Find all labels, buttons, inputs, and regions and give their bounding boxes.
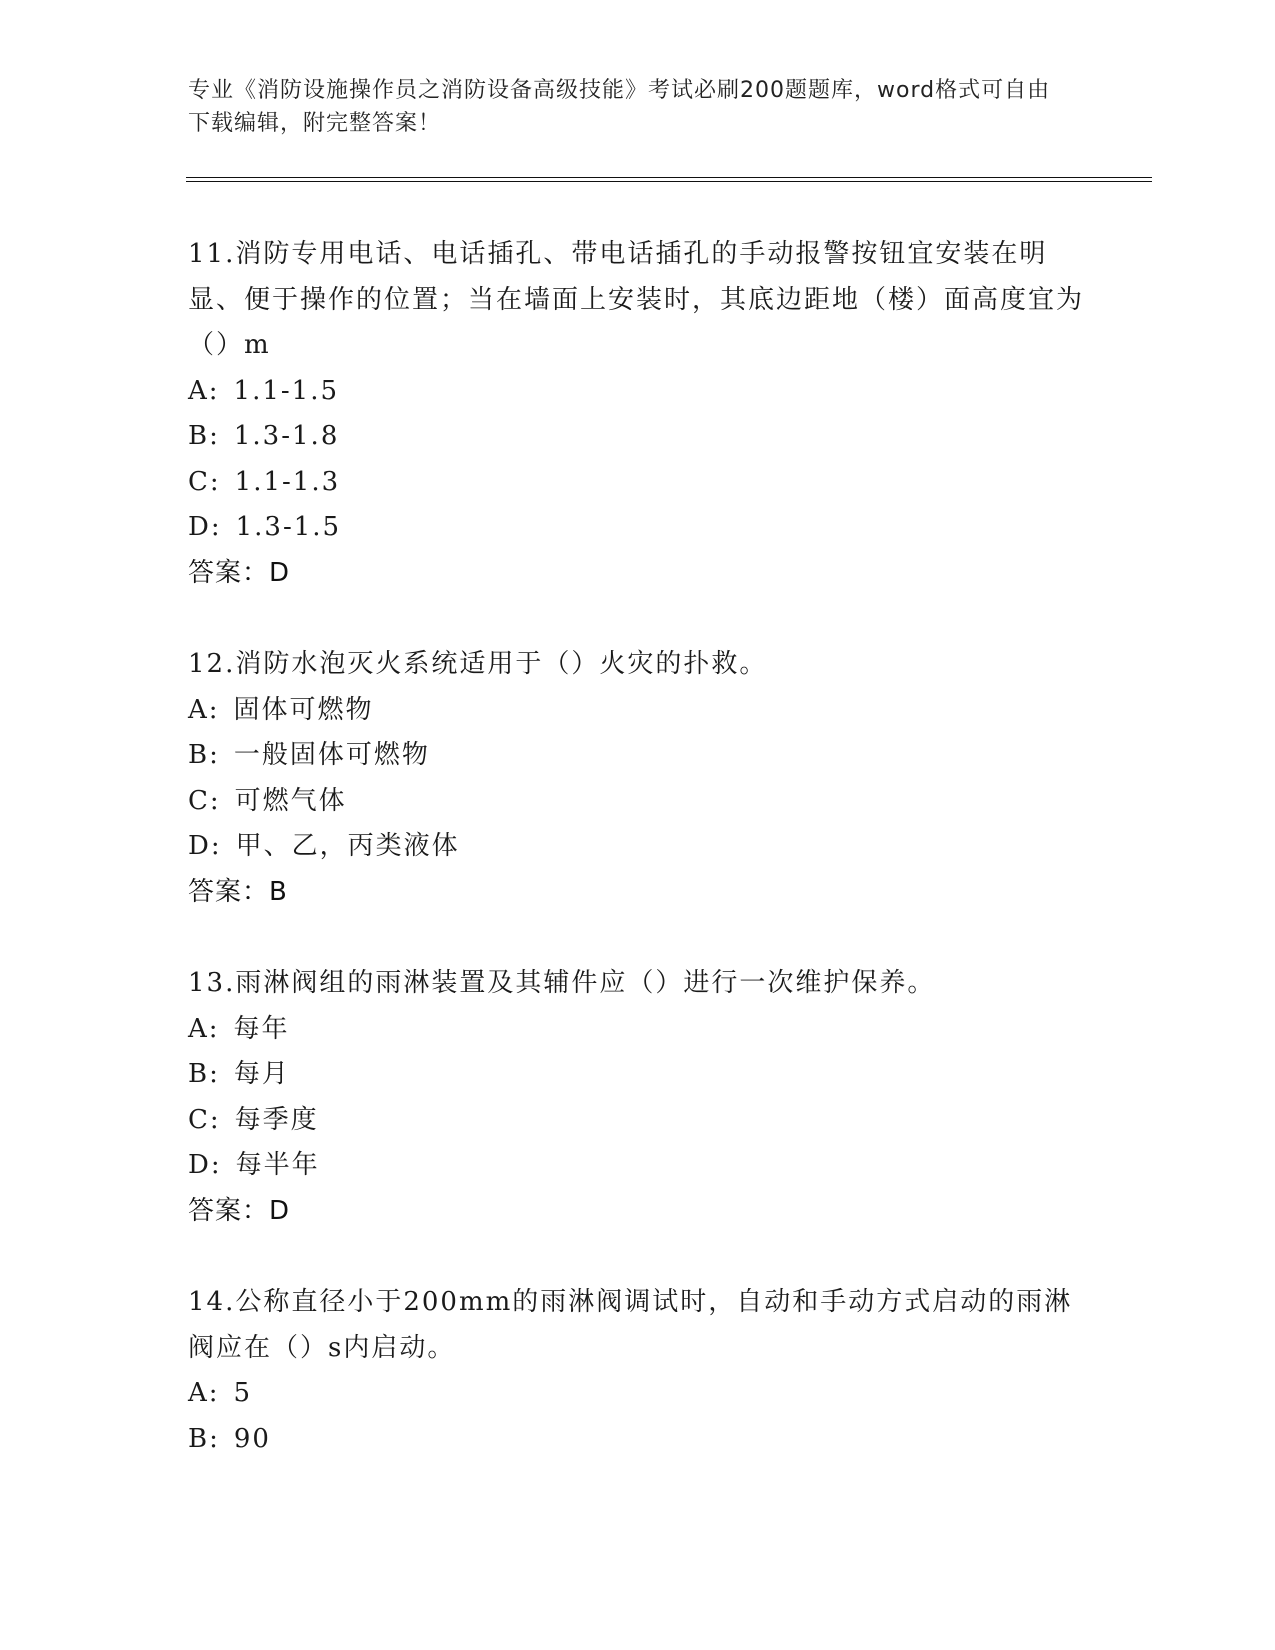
- answer-line: 答案：D: [188, 557, 291, 588]
- option-a: [188, 1007, 1088, 1053]
- option-value: 1.1-1.3: [234, 466, 341, 497]
- option-b: [188, 1417, 1088, 1463]
- option-value: 1.3-1.5: [235, 512, 342, 542]
- option-value: 每月: [233, 1059, 290, 1089]
- option-b: [188, 414, 1088, 460]
- option-a: [188, 1371, 1088, 1417]
- option-key: D:: [188, 1150, 222, 1180]
- option-c: [188, 779, 1088, 825]
- option-key: C:: [188, 785, 221, 816]
- option-key: A:: [188, 1378, 220, 1408]
- option-value: 一般固体可燃物: [233, 740, 430, 770]
- option-key: B:: [188, 1423, 220, 1454]
- option-value: 甲、乙，丙类液体: [235, 831, 460, 861]
- option-d: [188, 1143, 1088, 1189]
- option-b: [188, 733, 1088, 779]
- answer-line: 答案：D: [188, 1195, 291, 1226]
- option-value: 固体可燃物: [233, 694, 374, 725]
- option-value: 每季度: [234, 1104, 319, 1135]
- option-key: B:: [188, 1059, 220, 1089]
- option-value: 1.1-1.5: [233, 375, 340, 406]
- option-key: C:: [188, 466, 221, 497]
- question-text: 12.消防水泡灭火系统适用于（）火灾的扑救。: [188, 649, 768, 679]
- question-text: 11.消防专用电话、电话插孔、带电话插孔的手动报警按钮宜安装在明显、便于操作的位置；当在墙面上安装时，其底边距地（楼）面高度宜为（）m: [188, 239, 1085, 360]
- option-d: [188, 505, 1088, 551]
- option-key: B:: [188, 740, 220, 770]
- question-13: [188, 961, 1088, 1234]
- option-a: [188, 688, 1088, 734]
- option-c: [188, 460, 1088, 506]
- option-value: 5: [233, 1378, 253, 1408]
- option-c: [188, 1098, 1088, 1144]
- question-text: 14.公称直径小于200mm的雨淋阀调试时，自动和手动方式启动的雨淋阀应在（）s内启动。: [188, 1287, 1073, 1363]
- header-divider: [186, 177, 1152, 182]
- question-text: 13.雨淋阀组的雨淋装置及其辅件应（）进行一次维护保养。: [188, 968, 936, 998]
- option-d: [188, 824, 1088, 870]
- option-key: B:: [188, 421, 220, 451]
- option-key: D:: [188, 512, 222, 542]
- question-12: [188, 642, 1088, 915]
- option-value: 90: [233, 1423, 271, 1454]
- page-header: 专业《消防设施操作员之消防设备高级技能》考试必刷200题题库，word格式可自由下载编辑，附完整答案！: [188, 78, 1051, 136]
- option-key: A:: [188, 375, 220, 406]
- question-14: [188, 1280, 1088, 1462]
- option-a: [188, 369, 1088, 415]
- option-key: C:: [188, 1104, 221, 1135]
- question-11: [188, 232, 1088, 596]
- option-key: A:: [188, 1013, 220, 1044]
- answer-line: 答案：B: [188, 876, 288, 907]
- option-value: 每年: [233, 1013, 290, 1044]
- option-b: [188, 1052, 1088, 1098]
- question-list: [188, 232, 1088, 1508]
- option-value: 1.3-1.8: [233, 421, 340, 451]
- option-value: 每半年: [235, 1150, 320, 1180]
- option-key: D:: [188, 831, 222, 861]
- option-key: A:: [188, 694, 220, 725]
- option-value: 可燃气体: [234, 785, 347, 816]
